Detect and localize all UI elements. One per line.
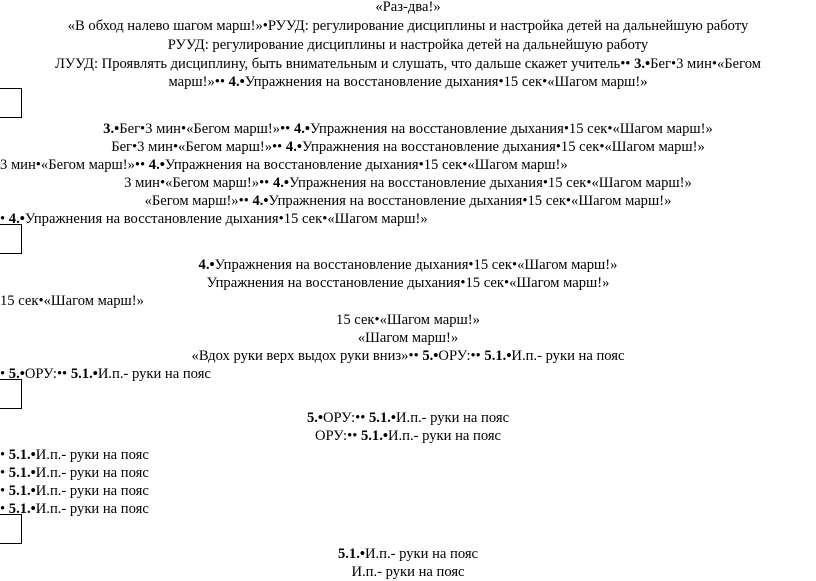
text-line: ЛУУД: Проявлять дисциплину, быть внимательным и слушать, что дальше скажет учитель•• 3.•Бег•3 мин•«Бегом xyxy=(54,56,762,72)
text-line: • 5.1.•И.п.- руки на пояс xyxy=(0,465,149,481)
checkbox-placeholder xyxy=(0,379,22,409)
text-line: ОРУ:•• 5.1.•И.п.- руки на пояс xyxy=(314,428,502,444)
text-line: «Вдох руки верх выдох руки вниз»•• 5.•ОРУ:•• 5.1.•И.п.- руки на пояс xyxy=(191,348,625,364)
text-line: «Шагом марш!» xyxy=(357,330,459,346)
text-line: 5.1.•И.п.- руки на пояс xyxy=(337,546,479,562)
text-line: Бег•3 мин•«Бегом марш!»•• 4.•Упражнения на восстановление дыхания•15 сек•«Шагом марш!» xyxy=(111,139,705,155)
checkbox-placeholder xyxy=(0,514,22,544)
text-line: «Бегом марш!»•• 4.•Упражнения на восстановление дыхания•15 сек•«Шагом марш!» xyxy=(144,193,672,209)
text-line: «Раз-два!» xyxy=(375,0,441,15)
text-line: 15 сек•«Шагом марш!» xyxy=(0,293,144,309)
text-line: «В обход налево шагом марш!»•РУУД: регулирование дисциплины и настройка детей на дальнейшую работу xyxy=(67,18,749,34)
text-line: • 5.1.•И.п.- руки на пояс xyxy=(0,483,149,499)
text-line: Упражнения на восстановление дыхания•15 сек•«Шагом марш!» xyxy=(206,275,610,291)
text-line: И.п.- руки на пояс xyxy=(351,564,465,580)
text-line: 3 мин•«Бегом марш!»•• 4.•Упражнения на восстановление дыхания•15 сек•«Шагом марш!» xyxy=(124,175,692,191)
text-line: • 5.•ОРУ:•• 5.1.•И.п.- руки на пояс xyxy=(0,366,211,382)
checkbox-placeholder xyxy=(0,88,22,118)
text-line: • 4.•Упражнения на восстановление дыхания•15 сек•«Шагом марш!» xyxy=(0,211,428,227)
text-line: 15 сек•«Шагом марш!» xyxy=(336,312,480,328)
text-line: 3 мин•«Бегом марш!»•• 4.•Упражнения на восстановление дыхания•15 сек•«Шагом марш!» xyxy=(0,157,568,173)
text-line: РУУД: регулирование дисциплины и настройка детей на дальнейшую работу xyxy=(167,37,649,53)
text-line: 5.•ОРУ:•• 5.1.•И.п.- руки на пояс xyxy=(306,410,510,426)
text-line: • 5.1.•И.п.- руки на пояс xyxy=(0,447,149,463)
text-line: 4.•Упражнения на восстановление дыхания•15 сек•«Шагом марш!» xyxy=(198,257,618,273)
text-line: • 5.1.•И.п.- руки на пояс xyxy=(0,501,149,517)
checkbox-placeholder xyxy=(0,224,22,254)
text-line: марш!»•• 4.•Упражнения на восстановление дыхания•15 сек•«Шагом марш!» xyxy=(168,74,648,90)
text-line: 3.•Бег•3 мин•«Бегом марш!»•• 4.•Упражнения на восстановление дыхания•15 сек•«Шагом марш!» xyxy=(103,121,713,137)
